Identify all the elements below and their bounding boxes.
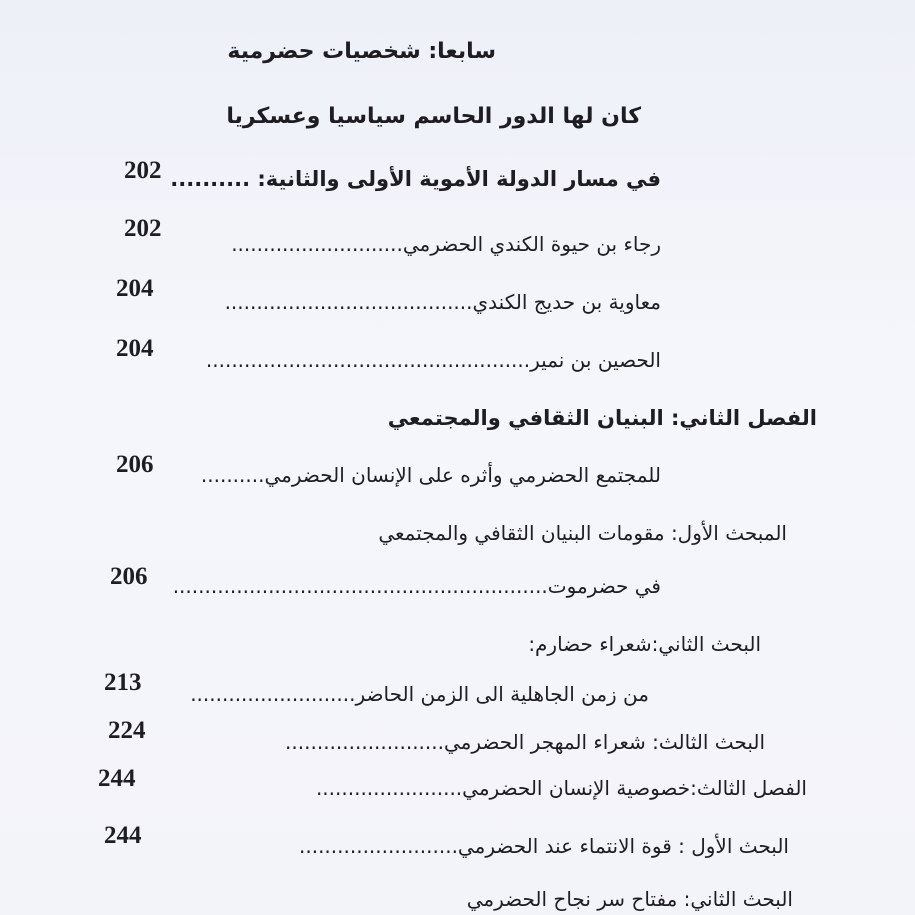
section-heading: سابعا: شخصيات حضرمية	[227, 39, 496, 64]
toc-page-number: 224	[108, 717, 146, 744]
toc-page-number: 206	[110, 563, 148, 590]
toc-entry-text: الحصين بن نمير...................................................	[205, 348, 661, 372]
toc-page-number: 202	[124, 215, 162, 242]
toc-entry-text: البحث الأول : قوة الانتماء عند الحضرمي.........................	[299, 834, 789, 858]
toc-section-title: البحث الثاني:شعراء حضارم:	[528, 632, 761, 656]
toc-section-title: البحث الثاني: مفتاح سر نجاح الحضرمي	[466, 887, 793, 911]
toc-page-number: 213	[104, 669, 142, 696]
toc-section-title: المبحث الأول: مقومات البنيان الثقافي والمجتمعي	[378, 521, 787, 545]
toc-entry-text: من زمن الجاهلية الى الزمن الحاضر..........................	[190, 682, 649, 706]
toc-entry-text: في مسار الدولة الأموية الأولى والثانية: ..........	[170, 167, 661, 191]
toc-page-number: 202	[124, 157, 162, 184]
toc-page-number: 244	[98, 765, 136, 792]
toc-entry-text: في حضرموت...........................................................	[172, 574, 661, 598]
toc-entry-text: معاوية بن حديج الكندي.......................................	[224, 290, 661, 314]
toc-page-number: 204	[116, 335, 154, 362]
toc-page-number: 244	[104, 822, 142, 849]
toc-entry-text: الفصل الثالث:خصوصية الإنسان الحضرمي.......................	[315, 776, 807, 800]
toc-entry-text: للمجتمع الحضرمي وأثره على الإنسان الحضرمي..........	[200, 463, 661, 487]
toc-page-number: 206	[116, 451, 154, 478]
toc-entry-text: البحث الثالث: شعراء المهجر الحضرمي.........................	[285, 730, 765, 754]
toc-entry-text: رجاء بن حيوة الكندي الحضرمي...........................	[231, 232, 661, 256]
toc-page-number: 204	[116, 275, 154, 302]
toc-chapter-title: الفصل الثاني: البنيان الثقافي والمجتمعي	[387, 406, 817, 430]
section-subheading: كان لها الدور الحاسم سياسيا وعسكريا	[226, 104, 641, 129]
